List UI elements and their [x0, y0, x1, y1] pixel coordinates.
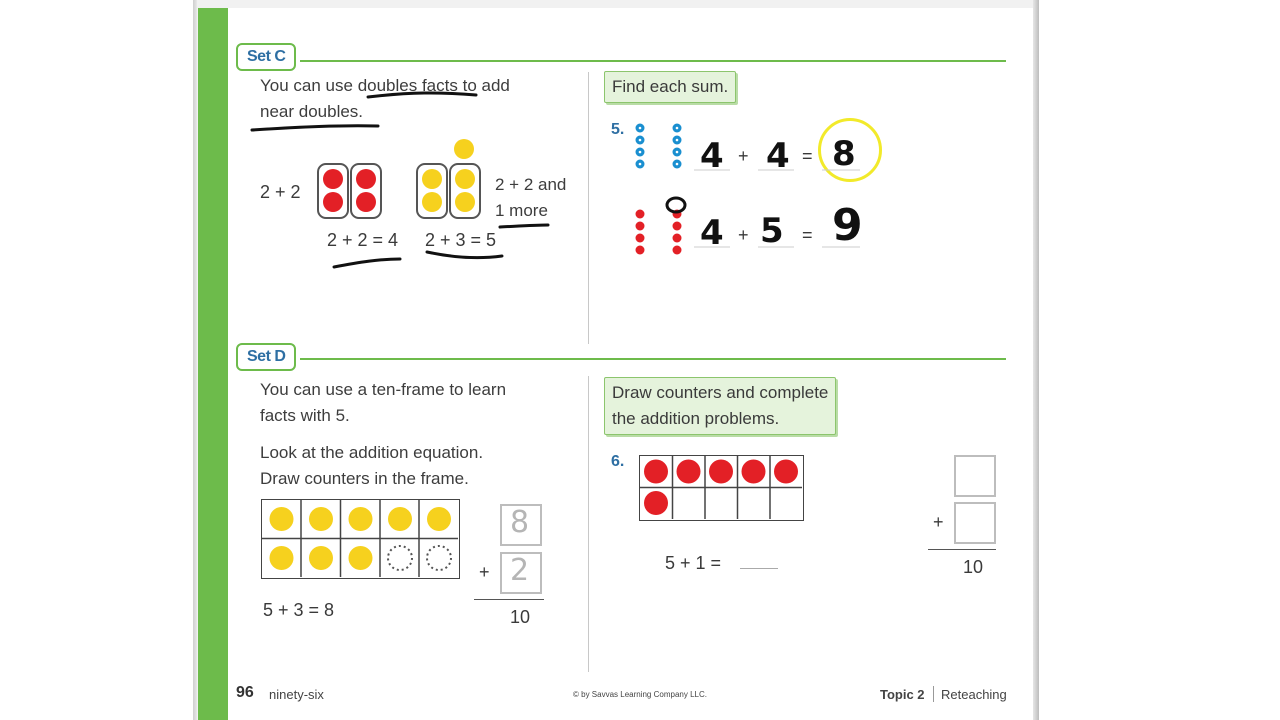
row1-blanks [694, 168, 864, 172]
footer-separator [933, 686, 934, 702]
handwritten-underlines [240, 80, 580, 270]
row2-sum: 9 [832, 200, 863, 251]
set-d-intro [260, 377, 506, 429]
row2-plus: + [738, 225, 749, 245]
blue-dot-cards [630, 118, 690, 178]
row2-equals: = [802, 225, 813, 245]
row1-addend-b: 4 [766, 136, 790, 176]
set-c-badge: Set C [236, 43, 296, 71]
topic-label: Topic 2 [880, 687, 925, 702]
problem-top-box[interactable] [954, 455, 996, 497]
intro-text-3: near doubles. [260, 102, 364, 121]
set-d-header-line [300, 358, 1006, 360]
row1-sum: 8 [832, 134, 856, 174]
green-margin-bar [198, 8, 228, 720]
look-line-2: Draw counters in the frame. [260, 469, 469, 488]
example-sum: 10 [510, 607, 531, 627]
row1-plus: + [738, 146, 749, 166]
intro-line-2: facts with 5. [260, 406, 350, 425]
set-c-divider [588, 72, 589, 344]
problem-sum-line [928, 549, 996, 550]
page-number: 96 [236, 684, 254, 701]
intro-text-2: to add [457, 76, 510, 95]
instruction-line-2: the addition problems. [612, 409, 780, 428]
caption-line-2: 1 more [495, 201, 548, 220]
set-d-divider [588, 376, 589, 672]
row1-addend-a: 4 [700, 136, 724, 176]
example-bottom-digit: 2 [510, 553, 530, 588]
instruction-line-1: Draw counters and complete [612, 383, 829, 402]
example-top-digit: 8 [510, 505, 530, 540]
doubles-equation: 2 + 2 = 4 [327, 230, 399, 250]
set-d-badge: Set D [236, 343, 296, 371]
row1-equals: = [802, 146, 813, 166]
problem-answer-blank[interactable] [740, 568, 778, 569]
near-doubles-equation: 2 + 3 = 5 [425, 230, 497, 250]
problem-ten-frame[interactable] [639, 455, 804, 521]
doubles-facts-term: doubles facts [357, 76, 458, 95]
copyright: © by Savvas Learning Company LLC. [573, 690, 707, 699]
problem-equation: 5 + 1 = [665, 553, 722, 573]
example-sum-line [474, 599, 544, 600]
set-d-look [260, 440, 483, 492]
red-dot-cards [630, 196, 690, 262]
row2-addend-a: 4 [700, 213, 724, 253]
set-c-header-line [300, 60, 1006, 62]
example-equation: 5 + 3 = 8 [263, 600, 335, 620]
intro-text-1: You can use [260, 76, 358, 95]
problem-5-number: 5. [611, 121, 625, 138]
look-line-1: Look at the addition equation. [260, 443, 484, 462]
problem-bottom-box[interactable] [954, 502, 996, 544]
set-c-instruction: Find each sum. [604, 71, 736, 103]
caption-line-1: 2 + 2 and [495, 175, 567, 194]
example-ten-frame [261, 499, 460, 579]
page-shadow-right [1033, 0, 1039, 720]
intro-line-1: You can use a ten-frame to learn [260, 380, 507, 399]
row2-blanks [694, 245, 864, 249]
example-plus: + [479, 562, 490, 582]
problem-plus: + [933, 512, 944, 532]
problem-sum: 10 [963, 557, 984, 577]
page-number-words: ninety-six [269, 687, 324, 702]
set-d-instruction [604, 377, 836, 435]
problem-6-number: 6. [611, 453, 625, 470]
doubles-expression: 2 + 2 [260, 182, 301, 202]
row2-addend-b: 5 [760, 211, 784, 251]
section-label: Reteaching [941, 687, 1007, 702]
